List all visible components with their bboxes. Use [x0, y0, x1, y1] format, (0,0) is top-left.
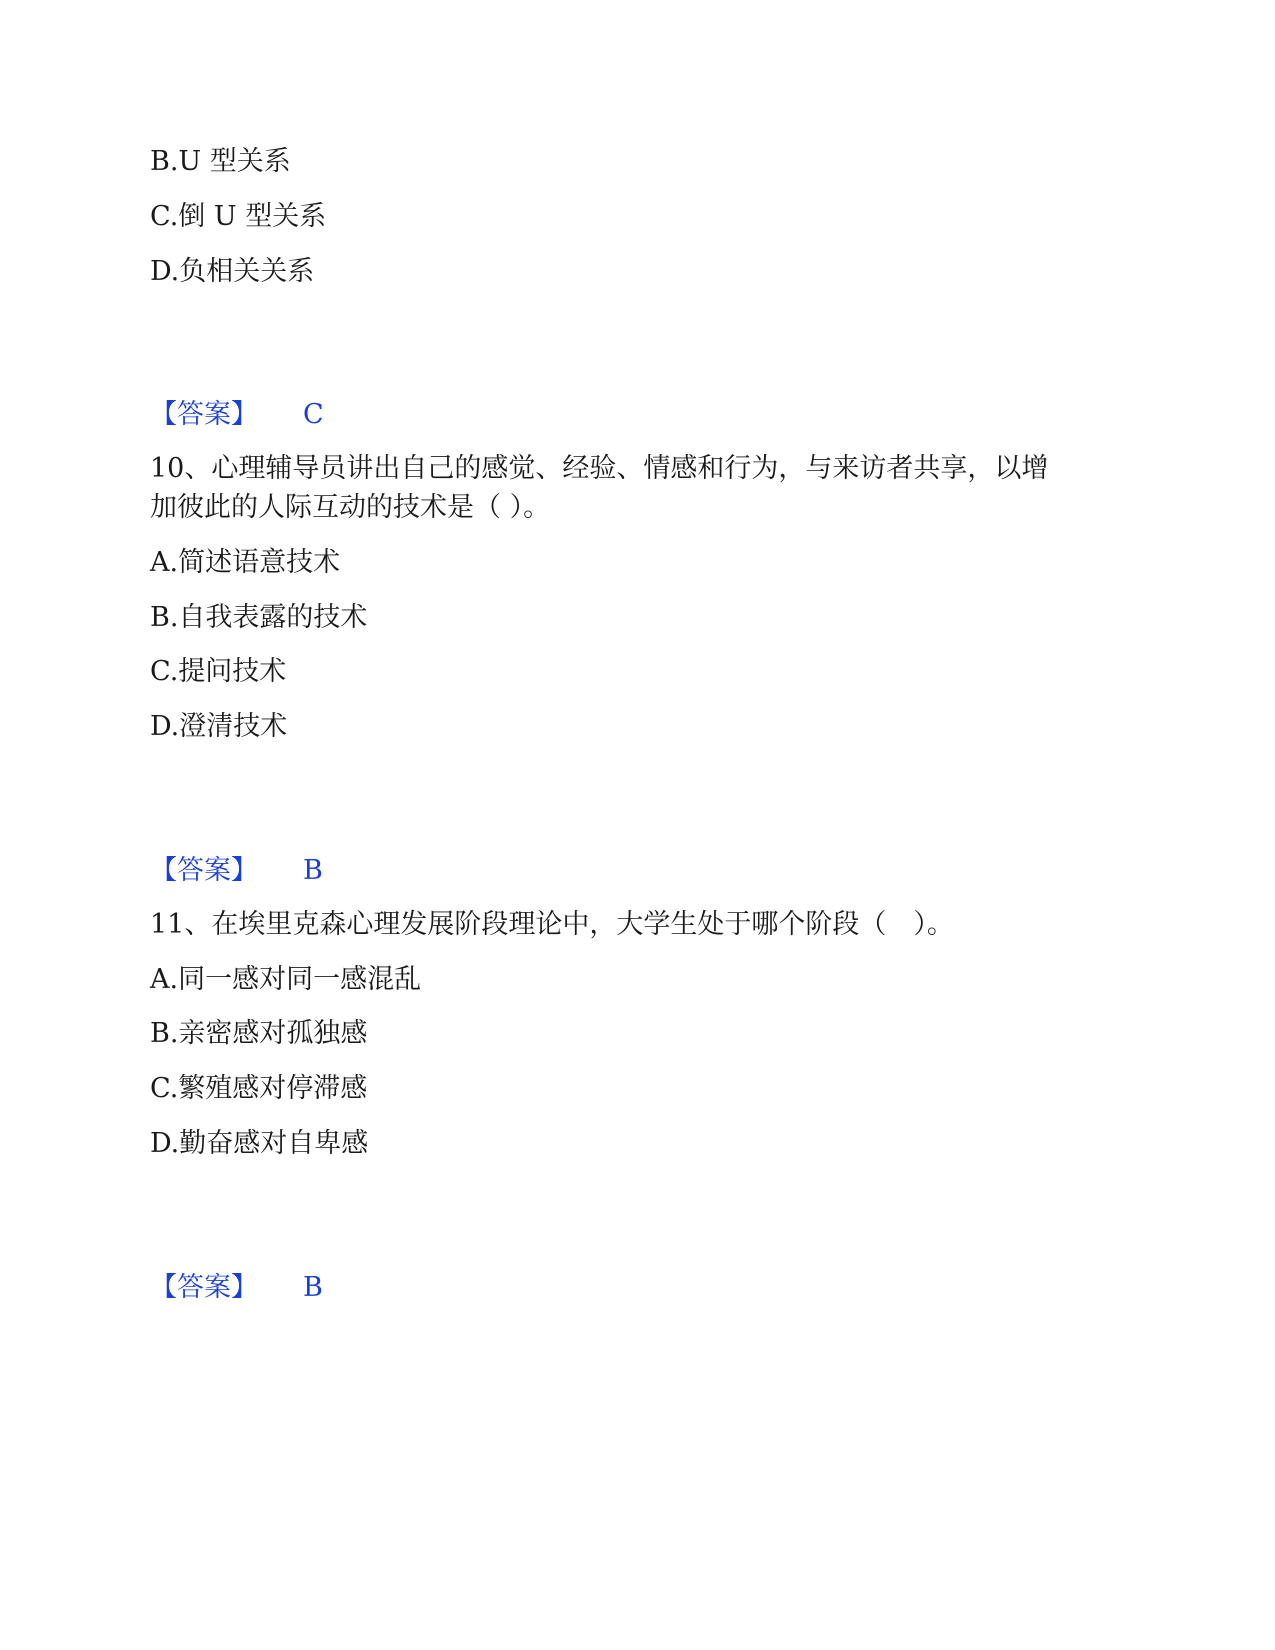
- option-a: A.同一感对同一感混乱: [150, 964, 422, 995]
- question-stem-line: 加彼此的人际互动的技术是（ ）。: [150, 492, 551, 523]
- option-c: C.提问技术: [150, 656, 287, 687]
- option-d: D.勤奋感对自卑感: [150, 1128, 369, 1159]
- answer-label: 【答案】: [150, 855, 258, 886]
- option-c: C.繁殖感对停滞感: [150, 1073, 368, 1104]
- option-b: B.亲密感对孤独感: [150, 1018, 368, 1049]
- answer-label: 【答案】: [150, 399, 258, 430]
- question-stem: 11、在埃里克森心理发展阶段理论中，大学生处于哪个阶段（ ）。: [150, 909, 954, 940]
- option-a: A.简述语意技术: [150, 547, 341, 578]
- option-d: D.负相关关系: [150, 256, 315, 287]
- answer-value: B: [303, 1272, 323, 1303]
- answer-row: [150, 853, 323, 889]
- option-c: C.倒 U 型关系: [150, 201, 327, 232]
- answer-value: B: [303, 855, 323, 886]
- answer-row: [150, 397, 324, 433]
- answer-label: 【答案】: [150, 1272, 258, 1303]
- option-d: D.澄清技术: [150, 711, 288, 742]
- option-b: B.自我表露的技术: [150, 602, 368, 633]
- answer-value: C: [303, 399, 324, 430]
- answer-row: [150, 1270, 323, 1306]
- option-b: B.U 型关系: [150, 146, 291, 177]
- question-stem-line: 10、心理辅导员讲出自己的感觉、经验、情感和行为，与来访者共享，以增: [150, 453, 1049, 484]
